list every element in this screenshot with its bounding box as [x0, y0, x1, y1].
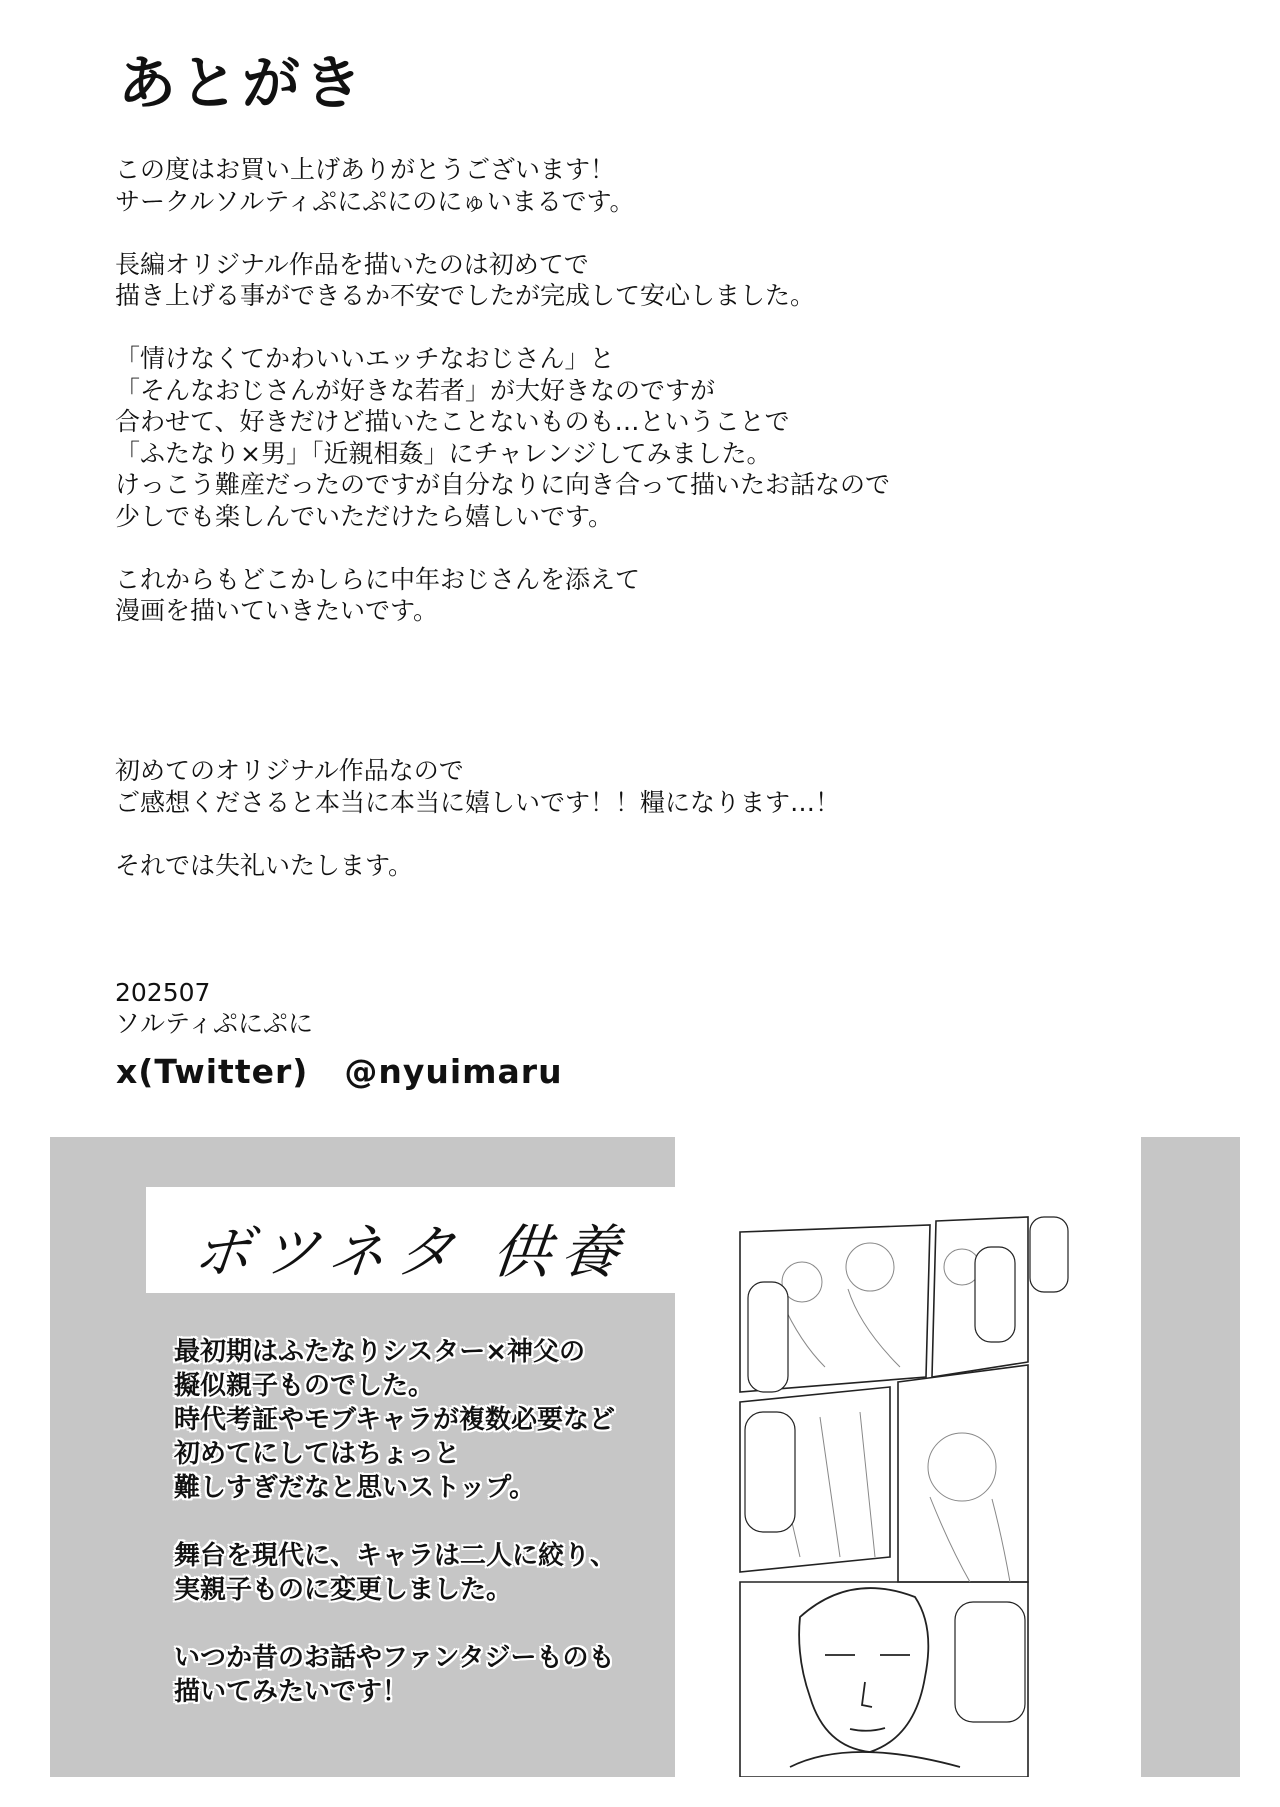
scrapped-idea-panel	[50, 1137, 1240, 1777]
paragraph-theme	[115, 343, 1175, 532]
text-line: いつか昔のお話やファンタジーものも	[174, 1643, 615, 1673]
text-line: 漫画を描いていきたいです。	[115, 596, 439, 625]
text-line: これからもどこかしらに中年おじさんを添えて	[115, 564, 641, 594]
text-line: けっこう難産だったのですが自分なりに向き合って描いたお話なので	[115, 470, 891, 499]
text-line: 「そんなおじさんが好きな若者」が大好きなのですが	[115, 375, 716, 405]
text-line: 描いてみたいです！	[174, 1677, 409, 1707]
signature	[115, 977, 1175, 1040]
text-line: 擬似親子ものでした。	[174, 1371, 435, 1401]
page-title: あとがき	[118, 49, 367, 117]
text-line: 「情けなくてかわいいエッチなおじさん」と	[115, 344, 615, 373]
text-line: それでは失礼いたします。	[115, 850, 414, 880]
text-line: 少しでも楽しんでいただけたら嬉しいです。	[115, 501, 614, 531]
manga-sketch-image	[730, 1177, 1150, 1777]
text-line: サークルソルティぷにぷにのにゅいまるです。	[115, 186, 635, 216]
panel-paragraph	[174, 1539, 674, 1607]
text-line: 合わせて、好きだけど描いたことないものも…ということで	[115, 407, 790, 436]
text-line: 難しすぎだなと思いストップ。	[174, 1473, 536, 1503]
panel-text	[174, 1335, 674, 1743]
text-line: 描き上げる事ができるか不安でしたが完成して安心しました。	[115, 281, 816, 310]
panel-background-right	[1141, 1137, 1240, 1777]
text-line: ご感想くださると本当に本当に嬉しいです！！糧になります…！	[115, 787, 841, 817]
afterword-body	[115, 154, 1175, 1040]
text-line: 舞台を現代に、キャラは二人に絞り、	[174, 1541, 617, 1571]
panel-label: ボツネタ 供養	[189, 1218, 633, 1286]
paragraph-closing	[115, 850, 1175, 882]
panel-paragraph	[174, 1335, 674, 1505]
panel-paragraph	[174, 1641, 674, 1709]
panel-label-box	[146, 1187, 675, 1293]
sketch-frame	[898, 1365, 1028, 1582]
text-line: 長編オリジナル作品を描いたのは初めてで	[115, 249, 589, 279]
circle-name: ソルティぷにぷに	[115, 1009, 314, 1038]
speech-bubble	[955, 1602, 1025, 1722]
text-line: 最初期はふたなりシスター×神父の	[174, 1337, 586, 1367]
date-text: 202507	[115, 977, 211, 1007]
speech-bubble	[975, 1247, 1015, 1342]
speech-bubble	[745, 1412, 795, 1532]
text-line: 実親子ものに変更しました。	[174, 1575, 513, 1605]
social-label: x(Twitter)	[116, 1052, 309, 1091]
text-line: 初めてのオリジナル作品なので	[115, 756, 464, 785]
paragraph-feedback	[115, 755, 1175, 818]
social-info	[116, 1052, 563, 1091]
text-line: 「ふたなり×男」「近親相姦」にチャレンジしてみました。	[115, 438, 772, 468]
speech-bubble	[1030, 1217, 1068, 1292]
paragraph-future	[115, 564, 1175, 627]
text-line: 初めてにしてはちょっと	[174, 1439, 461, 1469]
social-handle: @nyuimaru	[344, 1052, 563, 1091]
text-line: 時代考証やモブキャラが複数必要など	[174, 1405, 615, 1435]
text-line: この度はお買い上げありがとうございます！	[115, 155, 616, 184]
speech-bubble	[748, 1282, 788, 1392]
paragraph-first-original	[115, 249, 1175, 312]
paragraph-thanks	[115, 154, 1175, 217]
